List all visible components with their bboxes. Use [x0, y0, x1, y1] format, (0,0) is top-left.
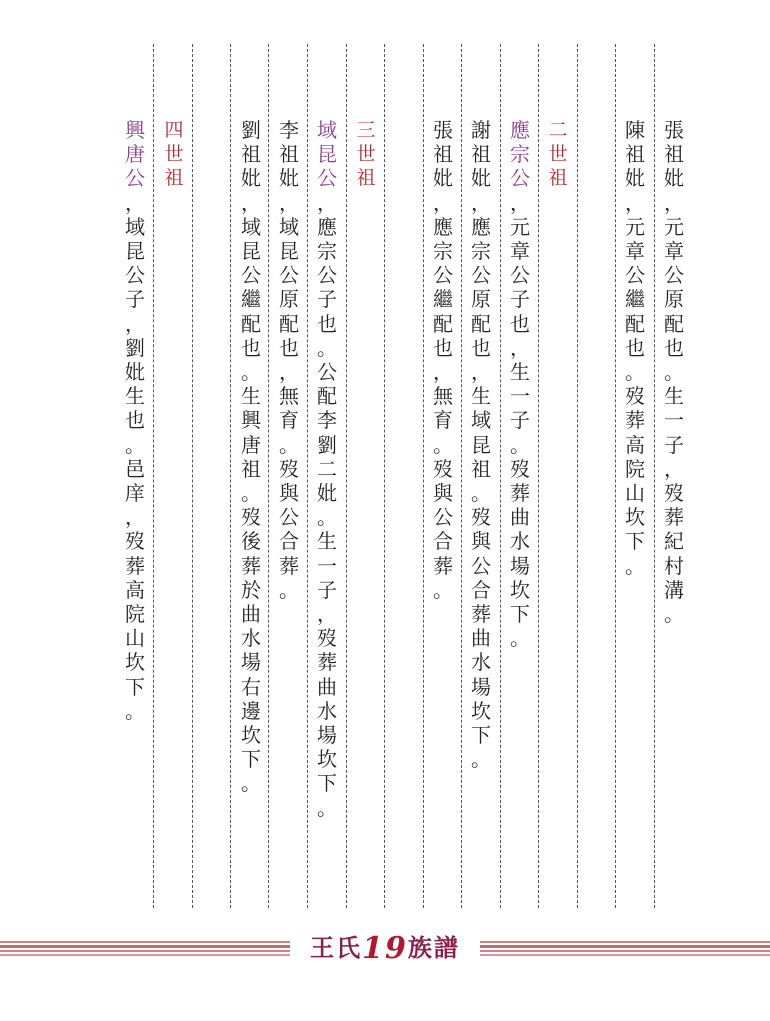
- column-text: 張 祖 妣 ， 元 章 公 原 配 也 。 生 一 子 ， 歿 葬 紀 村 溝 。: [664, 118, 684, 627]
- text-column-8: [312, 118, 342, 820]
- generation-heading-4: [159, 118, 189, 191]
- ancestor-name: 域 昆 公: [317, 118, 337, 191]
- generation-heading-3: [351, 118, 381, 191]
- ancestor-name: 興 唐 公: [125, 118, 145, 191]
- footer-title: [290, 930, 480, 966]
- column-rule: [500, 44, 501, 908]
- generation-heading-2: [543, 118, 573, 191]
- text-column-12: [120, 118, 150, 723]
- column-rule: [268, 44, 269, 908]
- text-column-1: [659, 118, 689, 626]
- text-column-5: [466, 118, 496, 771]
- column-rule: [192, 44, 193, 908]
- column-rule: [461, 44, 462, 908]
- column-text: 李 祖 妣 ， 域 昆 公 原 配 也 ， 無 育 。 歿 與 公 合 葬 。: [279, 118, 299, 602]
- column-text: 張 祖 妣 ， 應 宗 公 繼 配 也 ， 無 育 。 歿 與 公 合 葬 。: [433, 118, 453, 602]
- column-text: ， 域 昆 公 子 ， 劉 妣 生 也 。 邑 庠 ， 歿 葬 高 院 山 坎 下 。: [125, 190, 145, 723]
- column-rule: [346, 44, 347, 908]
- column-rule: [423, 44, 424, 908]
- generation-heading: 二 世 祖: [548, 119, 568, 190]
- column-rule: [384, 44, 385, 908]
- text-column-4: [505, 118, 535, 650]
- ancestor-name: 應 宗 公: [510, 118, 530, 191]
- column-text: 謝 祖 妣 ， 應 宗 公 原 配 也 ， 生 域 昆 祖 。 歿 與 公 合 葬 曲 水 場 坎 下 。: [471, 118, 491, 772]
- text-column-9: [274, 118, 304, 602]
- footer-prefix: 王氏: [310, 933, 363, 962]
- column-rule: [230, 44, 231, 908]
- footer-suffix: 族譜: [407, 933, 460, 962]
- column-text: ， 元 章 公 子 也 ， 生 一 子 。 歿 葬 曲 水 場 坎 下 。: [510, 190, 530, 651]
- column-text: 陳 祖 妣 ， 元 章 公 繼 配 也 。 歿 葬 高 院 山 坎 下 。: [625, 118, 645, 578]
- footer-page-number: 19: [362, 931, 408, 966]
- column-rule: [615, 44, 616, 908]
- column-rule: [654, 44, 655, 908]
- column-text: 劉 祖 妣 ， 域 昆 公 繼 配 也 。 生 興 唐 祖 。 歿 後 葬 於 曲 水 場 右 邊 坎 下 。: [241, 118, 261, 796]
- column-rule: [307, 44, 308, 908]
- column-rule: [538, 44, 539, 908]
- text-column-6: [428, 118, 458, 602]
- text-column-10: [236, 118, 266, 796]
- column-rule: [153, 44, 154, 908]
- column-rule: [577, 44, 578, 908]
- generation-heading: 四 世 祖: [164, 119, 184, 190]
- text-column-2: [620, 118, 650, 578]
- generation-heading: 三 世 祖: [356, 119, 376, 190]
- column-text: ， 應 宗 公 子 也 。 公 配 李 劉 二 妣 。 生 一 子 ， 歿 葬 曲 水 場 坎 下 。: [317, 190, 337, 820]
